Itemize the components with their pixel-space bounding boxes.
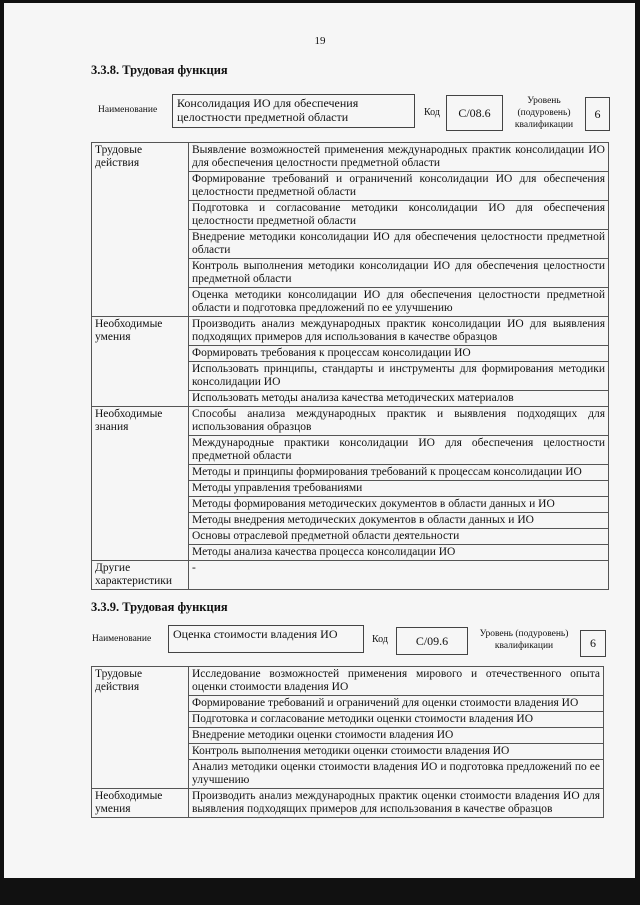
code-value-box: C/08.6	[446, 95, 503, 131]
table-cell: Подготовка и согласование методики оценки стоимости владения ИО	[189, 712, 604, 728]
table-cell: Формирование требований и ограничений консолидации ИО для обеспечения целостности предметной области	[189, 172, 609, 201]
group-label: Другие характеристики	[92, 561, 189, 590]
level-label: Уровень (подуровень) квалификации	[514, 96, 574, 130]
table-cell: Методы и принципы формирования требований к процессам консолидации ИО	[189, 465, 609, 481]
table-cell: Подготовка и согласование методики консолидации ИО для обеспечения целостности предметной области	[189, 201, 609, 230]
table-cell: Методы анализа качества процесса консолидации ИО	[189, 545, 609, 561]
scan-border-left	[0, 0, 4, 905]
group-label: Необходимые знания	[92, 407, 189, 561]
table-cell: Методы формирования методических документов в области данных и ИО	[189, 497, 609, 513]
table-cell: Использовать методы анализа качества методических материалов	[189, 391, 609, 407]
table-cell: Оценка методики консолидации ИО для обеспечения целостности предметной области и подготовка предложений по ее улучшению	[189, 288, 609, 317]
group-label: Необходимые умения	[92, 789, 189, 818]
table-cell: Производить анализ международных практик консолидации ИО для выявления подходящих примеров для использования в качестве образцов	[189, 317, 609, 346]
table-cell: Формирование требований и ограничений для оценки стоимости владения ИО	[189, 696, 604, 712]
group-label: Трудовые действия	[92, 143, 189, 317]
table-cell: Методы управления требованиями	[189, 481, 609, 497]
table-cell: Внедрение методики консолидации ИО для обеспечения целостности предметной области	[189, 230, 609, 259]
code-label: Код	[372, 634, 388, 645]
code-label: Код	[424, 107, 440, 118]
table-row	[92, 789, 604, 818]
table-cell: Способы анализа международных практик и выявления подходящих для использования образцов	[189, 407, 609, 436]
table-cell: Исследование возможностей применения мирового и отечественного опыта оценки стоимости владения ИО	[189, 667, 604, 696]
function-table-339	[91, 666, 604, 818]
level-label: Уровень (подуровень) квалификации	[479, 629, 569, 651]
table-row	[92, 667, 604, 696]
scan-border-right	[635, 0, 640, 905]
table-cell: Формировать требования к процессам консолидации ИО	[189, 346, 609, 362]
table-cell: -	[189, 561, 609, 590]
table-row	[92, 561, 609, 590]
table-cell: Международные практики консолидации ИО для обеспечения целостности предметной области	[189, 436, 609, 465]
table-cell: Основы отраслевой предметной области деятельности	[189, 529, 609, 545]
table-row	[92, 317, 609, 346]
scan-border-bottom	[0, 878, 640, 905]
group-label: Трудовые действия	[92, 667, 189, 789]
table-row	[92, 143, 609, 172]
name-value-box: Оценка стоимости владения ИО	[168, 625, 364, 653]
table-cell: Анализ методики оценки стоимости владения ИО и подготовка предложений по ее улучшению	[189, 760, 604, 789]
table-cell: Внедрение методики оценки стоимости владения ИО	[189, 728, 604, 744]
name-label: Наименование	[92, 634, 152, 644]
code-value-box: C/09.6	[396, 627, 468, 655]
page-number: 19	[314, 35, 326, 47]
name-label: Наименование	[98, 105, 158, 115]
function-table-338	[91, 142, 609, 590]
table-cell: Методы внедрения методических документов в области данных и ИО	[189, 513, 609, 529]
table-cell: Использовать принципы, стандарты и инструменты для формирования методики консолидации ИО	[189, 362, 609, 391]
table-cell: Контроль выполнения методики консолидации ИО для обеспечения целостности предметной области	[189, 259, 609, 288]
table-cell: Контроль выполнения методики оценки стоимости владения ИО	[189, 744, 604, 760]
scan-border-top	[0, 0, 640, 3]
table-cell: Выявление возможностей применения международных практик консолидации ИО для обеспечения целостности предметной области	[189, 143, 609, 172]
group-label: Необходимые умения	[92, 317, 189, 407]
name-value-box: Консолидация ИО для обеспечения целостности предметной области	[172, 94, 415, 128]
section-title: 3.3.9. Трудовая функция	[91, 600, 228, 614]
section-title: 3.3.8. Трудовая функция	[91, 63, 228, 77]
table-cell: Производить анализ международных практик оценки стоимости владения ИО для выявления подходящих примеров для использования в качестве образцов	[189, 789, 604, 818]
table-row	[92, 407, 609, 436]
level-value-box: 6	[580, 630, 606, 657]
level-value-box: 6	[585, 97, 610, 131]
